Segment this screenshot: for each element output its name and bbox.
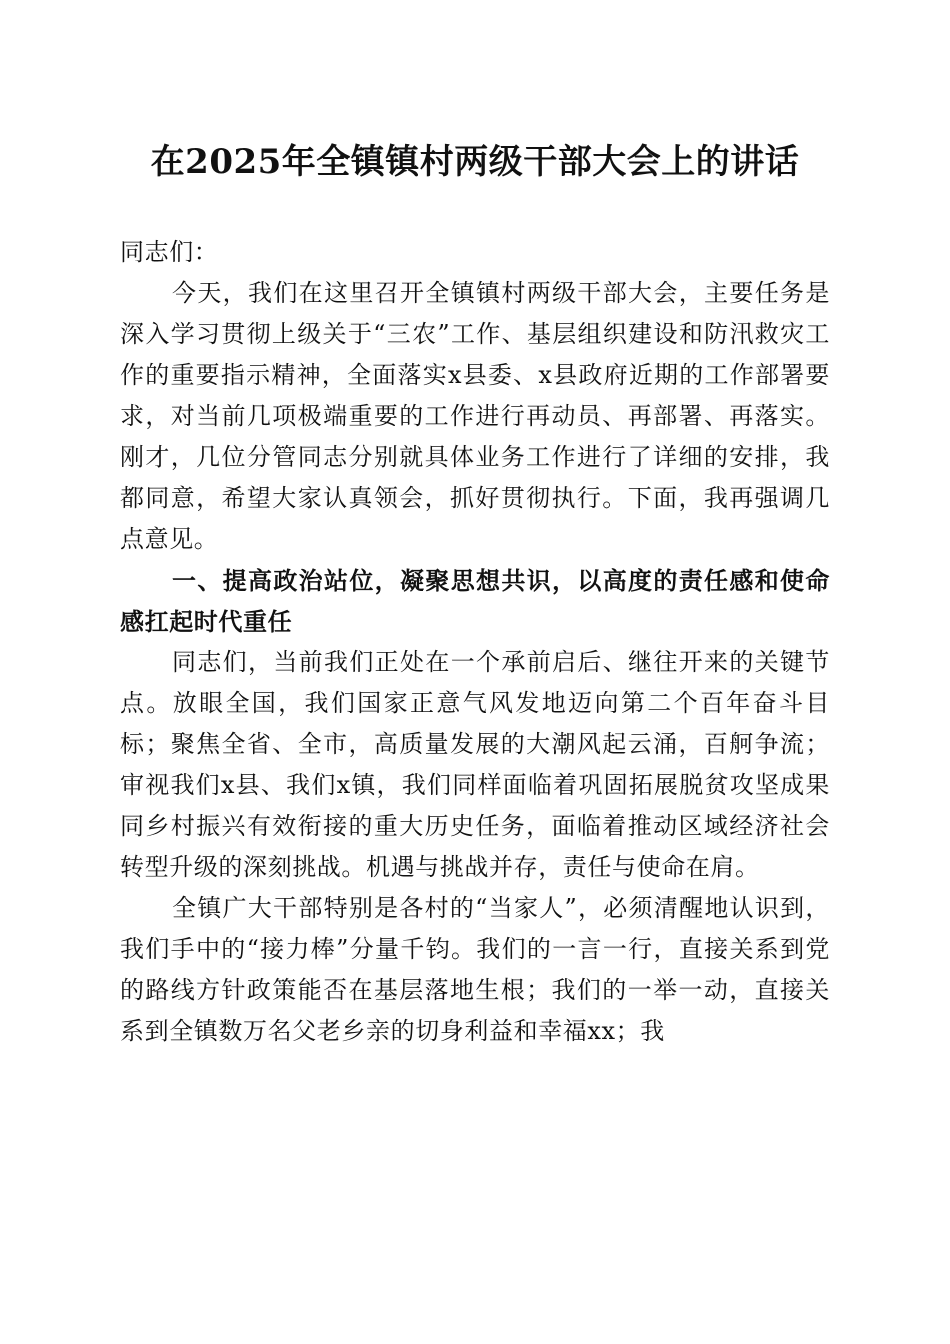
- salutation: 同志们：: [120, 238, 219, 266]
- section-heading-1: 一、提高政治站位，凝聚思想共识，以高度的责任感和使命感扛起时代重任: [120, 566, 830, 636]
- document-body: [120, 232, 830, 1052]
- paragraph-intro: 今天，我们在这里召开全镇镇村两级干部大会，主要任务是深入学习贯彻上级关于“三农”工作、基层组织建设和防汛救灾工作的重要指示精神，全面落实x县委、x县政府近期的工作部署要求，对当前几项极端重要的工作进行再动员、再部署、再落实。刚才，几位分管同志分别就具体业务工作进行了详细的安排，我都同意，希望大家认真领会，抓好贯彻执行。下面，我再强调几点意见。: [120, 279, 830, 553]
- document-title: 在2025年全镇镇村两级干部大会上的讲话: [150, 142, 800, 182]
- paragraph-responsibility: 全镇广大干部特别是各村的“当家人”，必须清醒地认识到，我们手中的“接力棒”分量千钧。我们的一言一行，直接关系到党的路线方针政策能否在基层落地生根；我们的一举一动，直接关系到全镇数万名父老乡亲的切身利益和幸福xx；我: [120, 894, 830, 1045]
- paragraph-situation: 同志们，当前我们正处在一个承前启后、继往开来的关键节点。放眼全国，我们国家正意气风发地迈向第二个百年奋斗目标；聚焦全省、全市，高质量发展的大潮风起云涌，百舸争流；审视我们x县、我们x镇，我们同样面临着巩固拓展脱贫攻坚成果同乡村振兴有效衔接的重大历史任务，面临着推动区域经济社会转型升级的深刻挑战。机遇与挑战并存，责任与使命在肩。: [120, 648, 830, 881]
